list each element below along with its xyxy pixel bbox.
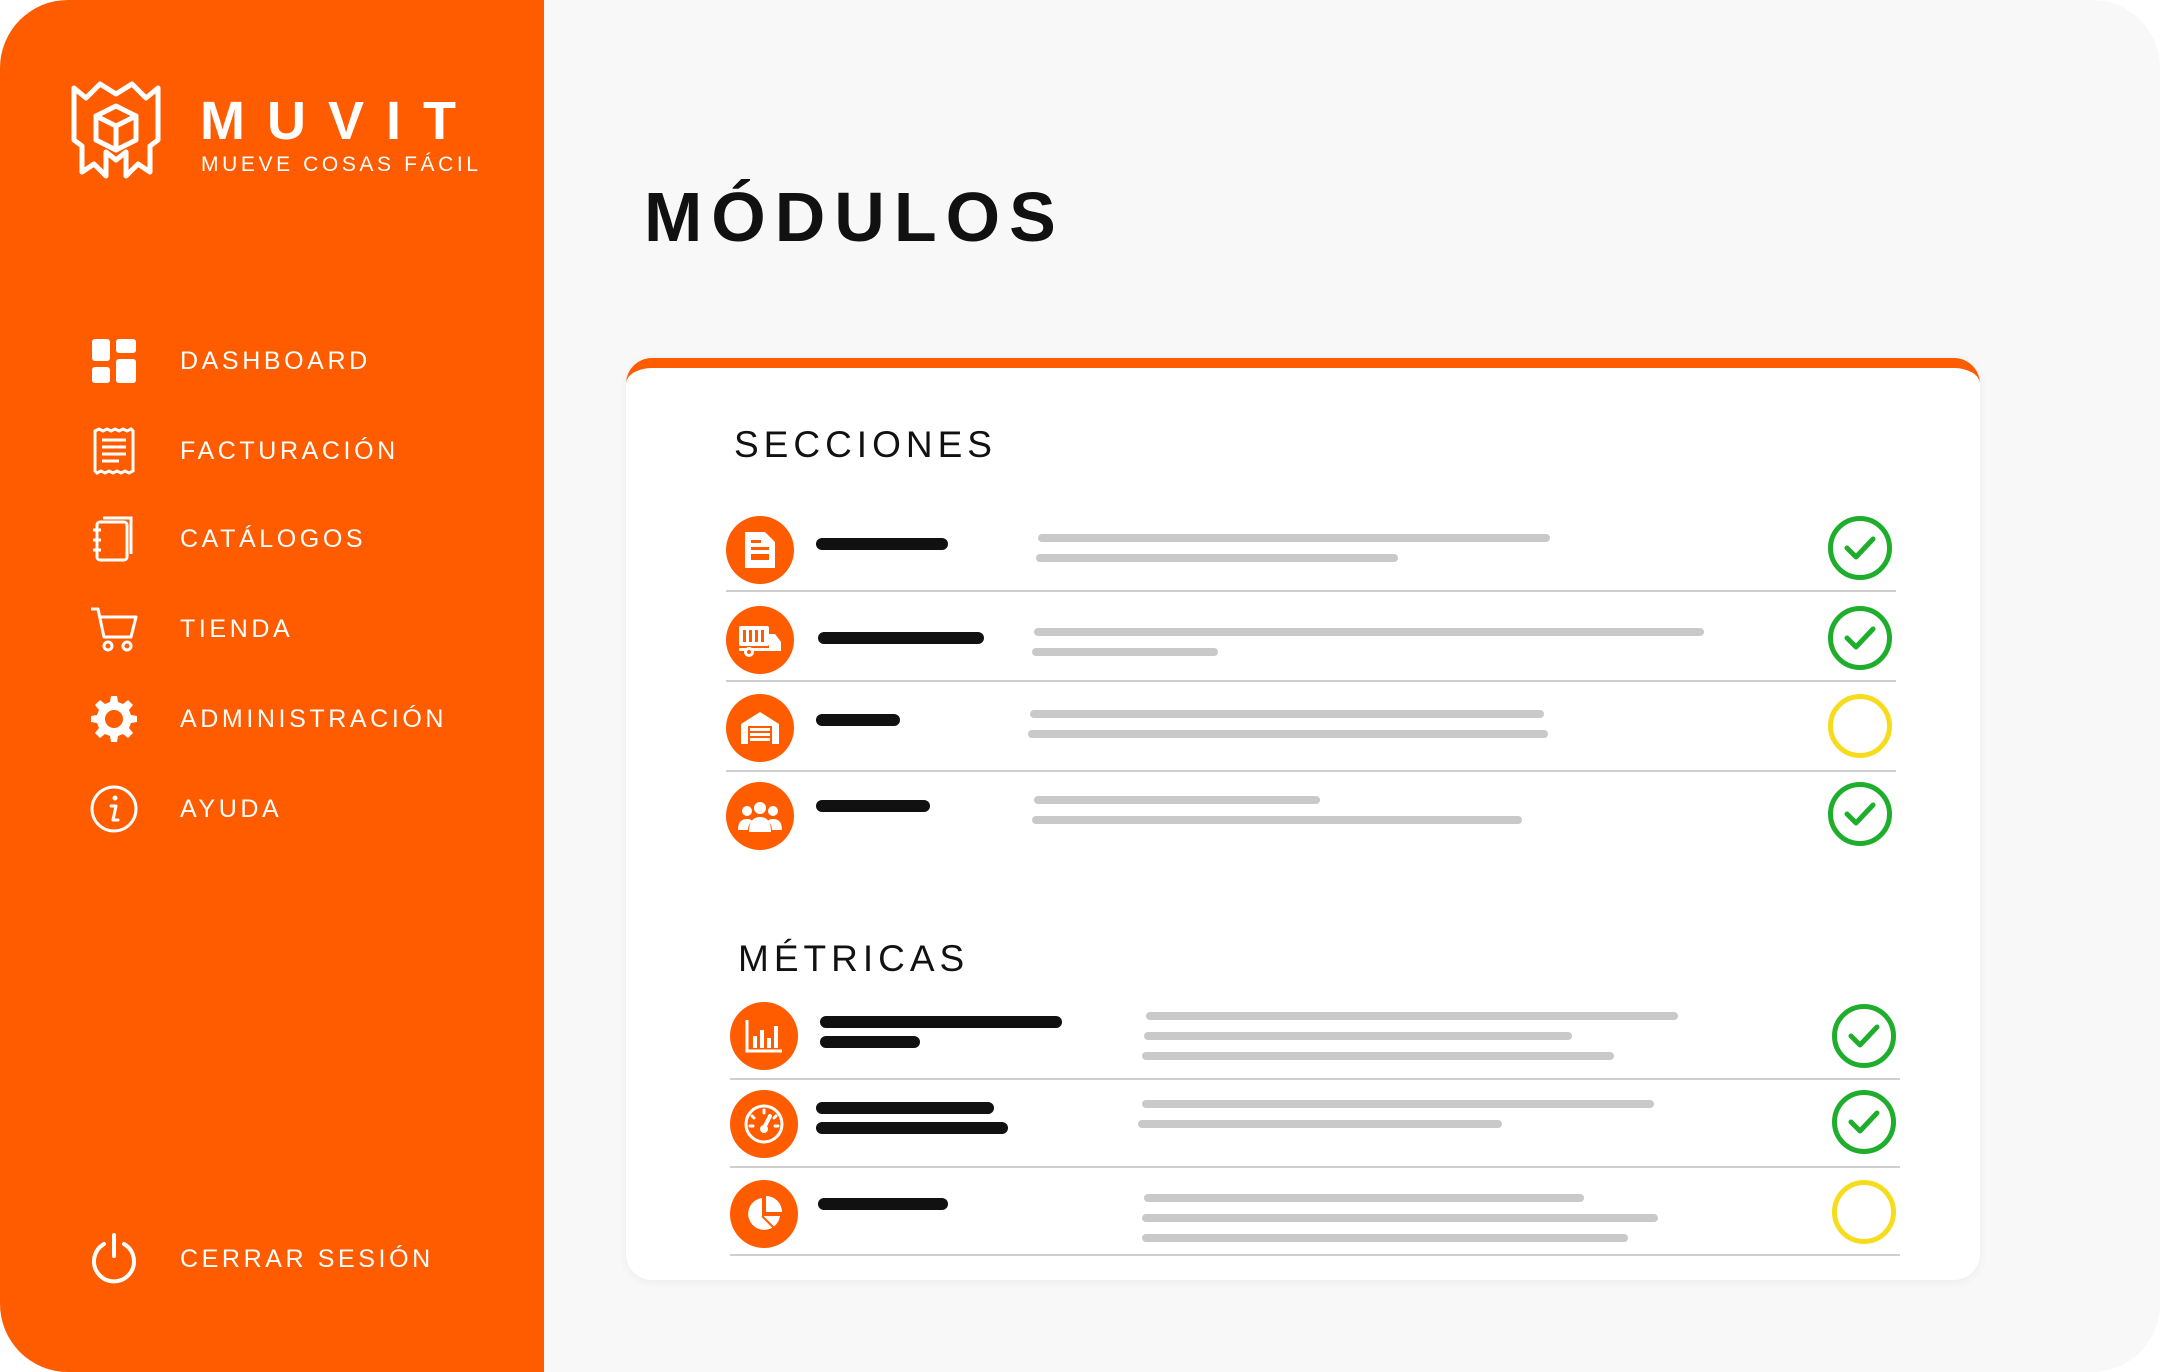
list-item[interactable] xyxy=(730,992,1900,1080)
sidebar-item-ayuda[interactable] xyxy=(88,782,508,836)
gauge-icon xyxy=(730,1090,798,1158)
section-title-secciones: SECCIONES xyxy=(734,424,997,465)
brand-tagline: MUEVE COSAS FÁCIL xyxy=(201,153,482,176)
power-icon xyxy=(88,1233,140,1285)
status-pending xyxy=(1828,694,1892,758)
sidebar-item-label: TIENDA xyxy=(180,614,294,643)
placeholder-text xyxy=(1138,1120,1502,1128)
check-icon xyxy=(1848,1109,1880,1135)
muvit-logo-icon xyxy=(66,80,166,184)
logout-label: CERRAR SESIÓN xyxy=(180,1244,434,1273)
placeholder-text xyxy=(1142,1100,1654,1108)
sidebar xyxy=(0,0,544,1372)
placeholder-title xyxy=(816,538,948,550)
logout-button[interactable] xyxy=(88,1232,508,1286)
status-complete xyxy=(1832,1004,1896,1068)
list-item[interactable] xyxy=(726,772,1896,860)
placeholder-text xyxy=(1144,1032,1572,1040)
invoice-icon xyxy=(88,425,140,477)
gear-icon xyxy=(88,693,140,745)
placeholder-title xyxy=(816,1122,1008,1134)
divider xyxy=(730,1254,1900,1256)
status-complete xyxy=(1828,782,1892,846)
placeholder-text xyxy=(1034,796,1320,804)
placeholder-title xyxy=(816,1102,994,1114)
dashboard-grid-icon xyxy=(88,335,140,387)
section-title-metricas: MÉTRICAS xyxy=(738,938,970,979)
placeholder-text xyxy=(1142,1052,1614,1060)
status-pending xyxy=(1832,1180,1896,1244)
page-title: MÓDULOS xyxy=(644,178,1065,256)
placeholder-title xyxy=(820,1016,1062,1028)
sidebar-item-dashboard[interactable] xyxy=(88,334,508,388)
placeholder-text xyxy=(1144,1194,1584,1202)
placeholder-text xyxy=(1142,1234,1628,1242)
truck-icon xyxy=(726,606,794,674)
list-item[interactable] xyxy=(726,504,1896,592)
placeholder-text xyxy=(1038,534,1550,542)
placeholder-text xyxy=(1034,628,1704,636)
placeholder-title xyxy=(816,800,930,812)
status-complete xyxy=(1832,1090,1896,1154)
placeholder-text xyxy=(1028,730,1548,738)
brand-name: MUVIT xyxy=(200,91,478,151)
check-icon xyxy=(1848,1023,1880,1049)
status-complete xyxy=(1828,516,1892,580)
placeholder-text xyxy=(1032,648,1218,656)
list-item[interactable] xyxy=(726,594,1896,682)
sidebar-item-administracion[interactable] xyxy=(88,692,508,746)
sidebar-item-label: AYUDA xyxy=(180,794,283,823)
sidebar-item-label: FACTURACIÓN xyxy=(180,436,399,465)
brand-logo[interactable] xyxy=(66,80,486,190)
list-item[interactable] xyxy=(726,684,1896,772)
pie-chart-icon xyxy=(730,1180,798,1248)
placeholder-title xyxy=(816,714,900,726)
sidebar-item-label: ADMINISTRACIÓN xyxy=(180,704,448,733)
users-icon xyxy=(726,782,794,850)
catalog-icon xyxy=(88,513,140,565)
sidebar-item-label: DASHBOARD xyxy=(180,346,371,375)
sidebar-item-catalogos[interactable] xyxy=(88,512,508,566)
placeholder-text xyxy=(1032,816,1522,824)
cart-icon xyxy=(88,603,140,655)
status-complete xyxy=(1828,606,1892,670)
placeholder-title xyxy=(818,632,984,644)
placeholder-title xyxy=(820,1036,920,1048)
sidebar-item-facturacion[interactable] xyxy=(88,424,508,478)
check-icon xyxy=(1844,535,1876,561)
placeholder-text xyxy=(1030,710,1544,718)
placeholder-title xyxy=(818,1198,948,1210)
placeholder-text xyxy=(1146,1012,1678,1020)
info-icon xyxy=(88,783,140,835)
document-icon xyxy=(726,516,794,584)
check-icon xyxy=(1844,625,1876,651)
check-icon xyxy=(1844,801,1876,827)
sidebar-item-tienda[interactable] xyxy=(88,602,508,656)
placeholder-text xyxy=(1036,554,1398,562)
divider xyxy=(726,680,1896,682)
bar-chart-icon xyxy=(730,1002,798,1070)
sidebar-item-label: CATÁLOGOS xyxy=(180,524,367,553)
list-item[interactable] xyxy=(730,1168,1900,1256)
divider xyxy=(726,590,1896,592)
modules-card xyxy=(626,358,1980,1280)
list-item[interactable] xyxy=(730,1080,1900,1168)
placeholder-text xyxy=(1142,1214,1658,1222)
warehouse-icon xyxy=(726,694,794,762)
